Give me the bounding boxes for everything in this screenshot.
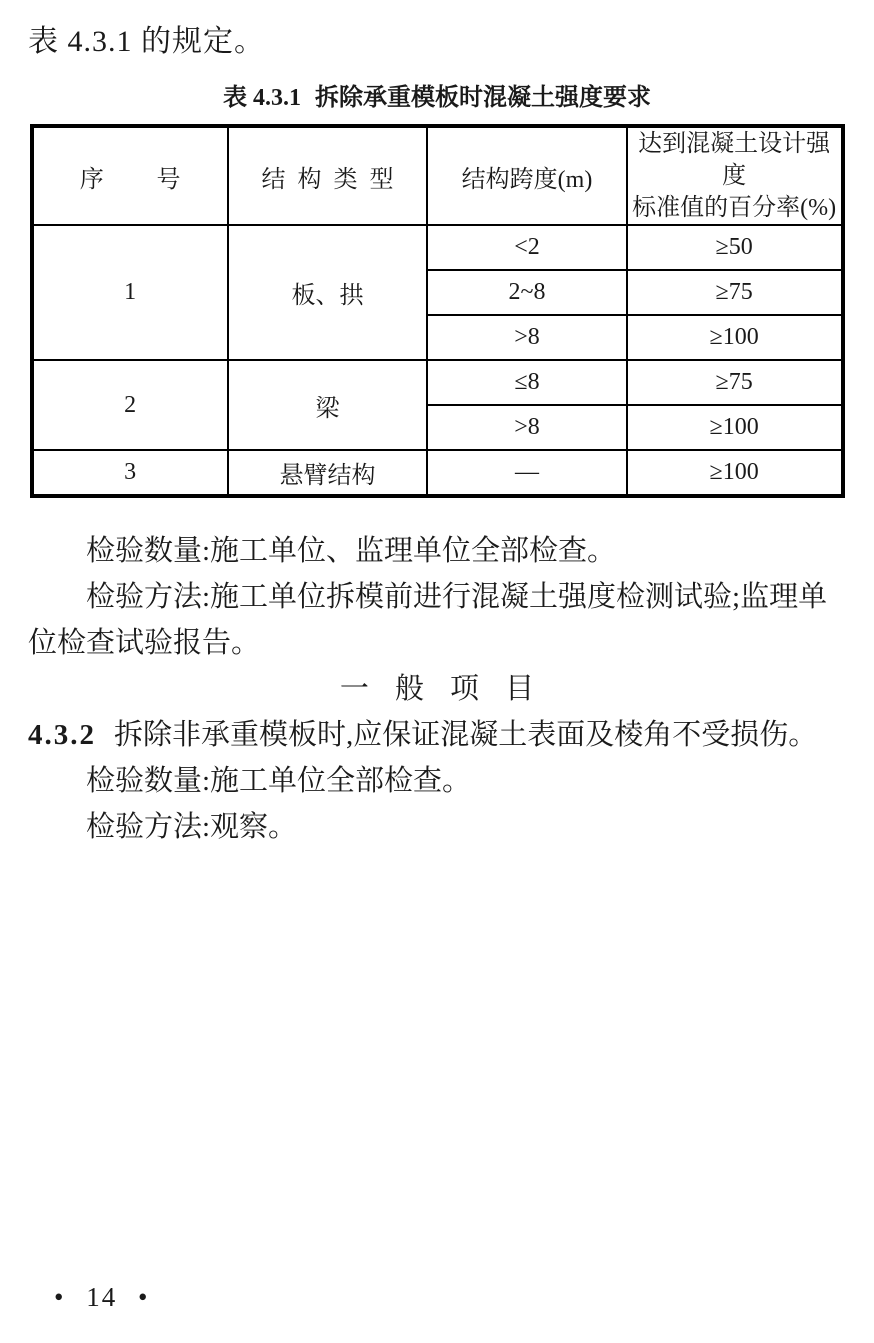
text-line: 标准值的百分率(%) (632, 195, 837, 221)
cell-structure-span: >8 (427, 405, 627, 450)
cell-structure-span: — (427, 450, 627, 496)
text-line: 达到混凝土设计强度 (638, 131, 831, 189)
clause-432-number: 4.3.2 (28, 719, 96, 751)
cell-structure-type: 梁 (228, 360, 428, 450)
cell-strength-percentage: ≥100 (627, 315, 843, 360)
text-line: 检验方法:施工单位拆模前进行混凝土强度检测试验;监理单 (86, 581, 828, 613)
cell-index: 1 (32, 225, 228, 360)
cell-index: 3 (32, 450, 228, 496)
col-header-index (32, 126, 234, 225)
table-row (32, 360, 843, 405)
cell-strength-percentage: ≥50 (627, 225, 843, 270)
section-heading-label: 一般项目 (339, 673, 561, 705)
text-line: 位检查试验报告。 (28, 627, 261, 659)
cell-structure-span: <2 (427, 225, 627, 270)
table-row (32, 225, 843, 270)
table-caption-label: 表 4.3.1 (223, 85, 301, 111)
table-body (32, 225, 843, 496)
para-check-method-431 (28, 574, 846, 666)
cell-structure-type: 悬臂结构 (228, 450, 428, 496)
table-row (32, 450, 843, 496)
cell-structure-type: 板、拱 (228, 225, 428, 360)
clause-432 (28, 712, 846, 758)
para-check-quantity-432: 检验数量:施工单位全部检查。 (86, 765, 472, 797)
para-check-quantity-431: 检验数量:施工单位、监理单位全部检查。 (86, 535, 617, 567)
concrete-strength-table (30, 124, 845, 498)
body-text (28, 528, 846, 850)
para-check-method-432: 检验方法:观察。 (86, 811, 298, 843)
col-header-strength-percentage (627, 126, 843, 225)
table-caption (0, 84, 874, 112)
cell-structure-span: ≤8 (427, 360, 627, 405)
page-number: • 14 • (54, 1282, 150, 1312)
col-header-structure-type-label: 结构类型 (261, 166, 406, 193)
cell-index: 2 (32, 360, 228, 450)
cell-strength-percentage: ≥100 (627, 450, 843, 496)
table-header-row (32, 126, 843, 225)
col-header-structure-type (228, 126, 428, 225)
cell-strength-percentage: ≥75 (627, 360, 843, 405)
table-caption-title: 拆除承重模板时混凝土强度要求 (315, 85, 651, 111)
section-heading-general-items (28, 666, 846, 712)
cell-strength-percentage: ≥100 (627, 405, 843, 450)
intro-text: 表 4.3.1 的规定。 (28, 25, 265, 58)
col-header-index-label: 序号 (79, 166, 234, 193)
cell-strength-percentage: ≥75 (627, 270, 843, 315)
clause-432-text: 拆除非承重模板时,应保证混凝土表面及棱角不受损伤。 (114, 719, 818, 751)
col-header-structure-span: 结构跨度(m) (427, 126, 627, 225)
cell-structure-span: 2~8 (427, 270, 627, 315)
cell-structure-span: >8 (427, 315, 627, 360)
